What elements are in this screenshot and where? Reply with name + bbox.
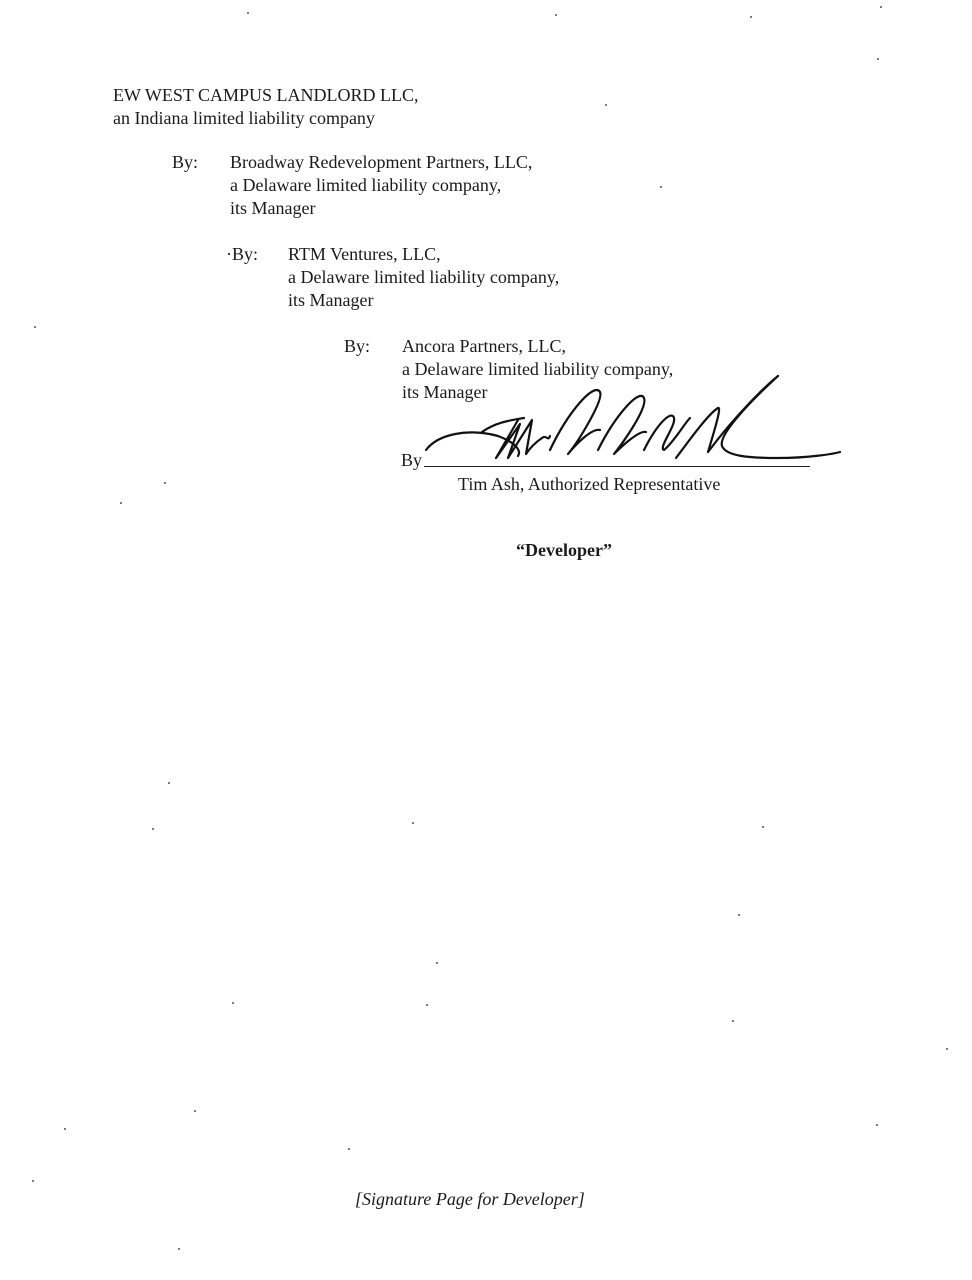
manager1-role: its Manager: [230, 198, 316, 218]
party-label: “Developer”: [516, 540, 612, 560]
manager3-role: its Manager: [402, 382, 488, 402]
scan-speck: [152, 828, 154, 830]
scan-speck: [168, 782, 170, 784]
scan-speck: [946, 1048, 948, 1050]
manager3-description: a Delaware limited liability company,: [402, 359, 674, 379]
scan-speck: [555, 14, 557, 16]
manager2-role: its Manager: [288, 290, 374, 310]
scan-speck: [660, 186, 662, 188]
scan-speck: [232, 1002, 234, 1004]
manager2-description: a Delaware limited liability company,: [288, 267, 560, 287]
signatory-name-title: Tim Ash, Authorized Representative: [458, 474, 721, 494]
scan-speck: [32, 1180, 34, 1182]
scan-speck: [247, 12, 249, 14]
by-label-2: ·By:: [226, 244, 259, 264]
scan-speck: [750, 16, 752, 18]
scan-speck: [34, 326, 36, 328]
scan-speck: [605, 104, 607, 106]
landlord-name: EW WEST CAMPUS LANDLORD LLC,: [113, 85, 419, 105]
by-label-signatory: By: [401, 450, 423, 470]
scan-speck: [194, 1110, 196, 1112]
manager2-name: RTM Ventures, LLC,: [288, 244, 441, 264]
scan-speck: [732, 1020, 734, 1022]
scan-speck: [436, 962, 438, 964]
scan-speck: [120, 502, 122, 504]
scan-speck: [426, 1004, 428, 1006]
scan-speck: [412, 822, 414, 824]
scan-speck: [877, 58, 879, 60]
handwritten-signature: [418, 362, 848, 472]
manager3-name: Ancora Partners, LLC,: [402, 336, 566, 356]
scan-speck: [880, 6, 882, 8]
scan-speck: [164, 482, 166, 484]
scan-speck: [178, 1248, 180, 1250]
by-label-1: By:: [172, 152, 199, 172]
by-label-3: By:: [344, 336, 371, 356]
scan-speck: [762, 826, 764, 828]
manager1-description: a Delaware limited liability company,: [230, 175, 502, 195]
scan-speck: [64, 1128, 66, 1130]
landlord-description: an Indiana limited liability company: [113, 108, 375, 128]
signature-line: [424, 466, 810, 467]
scan-speck: [348, 1148, 350, 1150]
manager1-name: Broadway Redevelopment Partners, LLC,: [230, 152, 533, 172]
scan-speck: [738, 914, 740, 916]
scan-speck: [876, 1124, 878, 1126]
footer-caption: [Signature Page for Developer]: [355, 1189, 585, 1209]
